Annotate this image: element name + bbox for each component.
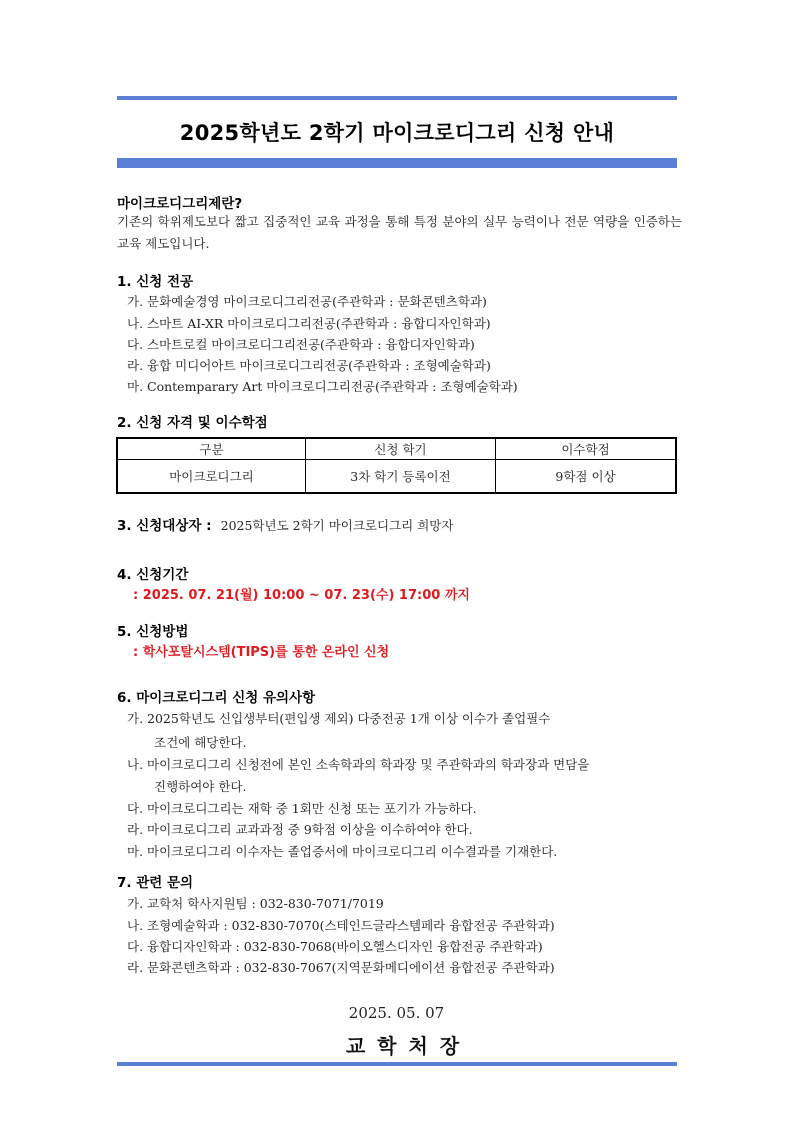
issuer-signature: 교학처장 xyxy=(345,1034,472,1058)
section-6-heading: 6. 마이크로디그리 신청 유의사항 xyxy=(117,690,316,706)
page-title: 2025학년도 2학기 마이크로디그리 신청 안내 xyxy=(179,121,615,145)
notice-item-continued: 조건에 해당한다. xyxy=(154,735,247,750)
major-item: 나. 스마트 AI-XR 마이크로디그리전공(주관학과 : 융합디자인학과) xyxy=(127,316,491,331)
table-header-cell: 구분 xyxy=(117,438,306,460)
intro-heading: 마이크로디그리제란? xyxy=(117,196,243,212)
major-item: 다. 스마트로컬 마이크로디그리전공(주관학과 : 융합디자인학과) xyxy=(127,337,475,352)
title-underline-bar xyxy=(117,158,677,168)
contact-item: 나. 조형예술학과 : 032-830-7070(스테인드글라스템페라 융합전공 주관학과) xyxy=(127,918,555,933)
table-header-cell: 이수학점 xyxy=(496,438,677,460)
major-item: 라. 융합 미디어아트 마이크로디그리전공(주관학과 : 조형예술학과) xyxy=(127,358,491,373)
notice-item: 라. 마이크로디그리 교과과정 중 9학점 이상을 이수하여야 한다. xyxy=(127,822,473,837)
application-method: : 학사포탈시스템(TIPS)를 통한 온라인 신청 xyxy=(133,645,390,660)
bottom-rule xyxy=(117,1062,677,1066)
issue-date: 2025. 05. 07 xyxy=(348,1004,445,1022)
table-header-row xyxy=(117,438,676,460)
qualification-table xyxy=(116,437,677,494)
section-3-heading: 3. 신청대상자 : xyxy=(117,518,212,534)
contact-item: 라. 문화콘텐츠학과 : 032-830-7067(지역문화메디에이션 융합전공 주관학과) xyxy=(127,960,555,975)
section-4-heading: 4. 신청기간 xyxy=(117,567,189,583)
table-cell: 마이크로디그리 xyxy=(117,460,306,494)
notice-item: 나. 마이크로디그리 신청전에 본인 소속학과의 학과장 및 주관학과의 학과장과 면담을 xyxy=(127,757,590,772)
application-period: : 2025. 07. 21(월) 10:00 ~ 07. 23(수) 17:00 까지 xyxy=(133,588,470,603)
notice-item: 다. 마이크로디그리는 재학 중 1회만 신청 또는 포기가 가능하다. xyxy=(127,801,477,816)
contact-item: 가. 교학처 학사지원팀 : 032-830-7071/7019 xyxy=(127,896,384,911)
section-3 xyxy=(117,514,453,534)
major-item: 가. 문화예술경영 마이크로디그리전공(주관학과 : 문화콘텐츠학과) xyxy=(127,294,487,309)
notice-item: 마. 마이크로디그리 이수자는 졸업증서에 마이크로디그리 이수결과를 기재한다. xyxy=(127,844,558,859)
top-rule xyxy=(117,96,677,100)
section-3-text: 2025학년도 2학기 마이크로디그리 희망자 xyxy=(220,518,454,533)
section-5-heading: 5. 신청방법 xyxy=(117,624,189,640)
section-1-heading: 1. 신청 전공 xyxy=(117,274,194,290)
notice-item-continued: 진행하여야 한다. xyxy=(154,779,247,794)
table-cell: 9학점 이상 xyxy=(555,469,616,484)
table-row xyxy=(117,460,676,494)
table-cell: 3차 학기 등록이전 xyxy=(306,460,496,494)
section-7-heading: 7. 관련 문의 xyxy=(117,875,194,891)
intro-text: 기존의 학위제도보다 짧고 집중적인 교육 과정을 통해 특정 분야의 실무 능력이나 전문 역량을 인증하는 교육 제도입니다. xyxy=(117,214,682,251)
section-2-heading: 2. 신청 자격 및 이수학점 xyxy=(117,415,268,431)
major-item: 마. Contemparary Art 마이크로디그리전공(주관학과 : 조형예술학과) xyxy=(127,379,518,394)
contact-item: 다. 융합디자인학과 : 032-830-7068(바이오헬스디자인 융합전공 주관학과) xyxy=(127,939,543,954)
table-header-cell: 신청 학기 xyxy=(306,438,496,460)
notice-item: 가. 2025학년도 신입생부터(편입생 제외) 다중전공 1개 이상 이수가 졸업필수 xyxy=(127,711,551,726)
